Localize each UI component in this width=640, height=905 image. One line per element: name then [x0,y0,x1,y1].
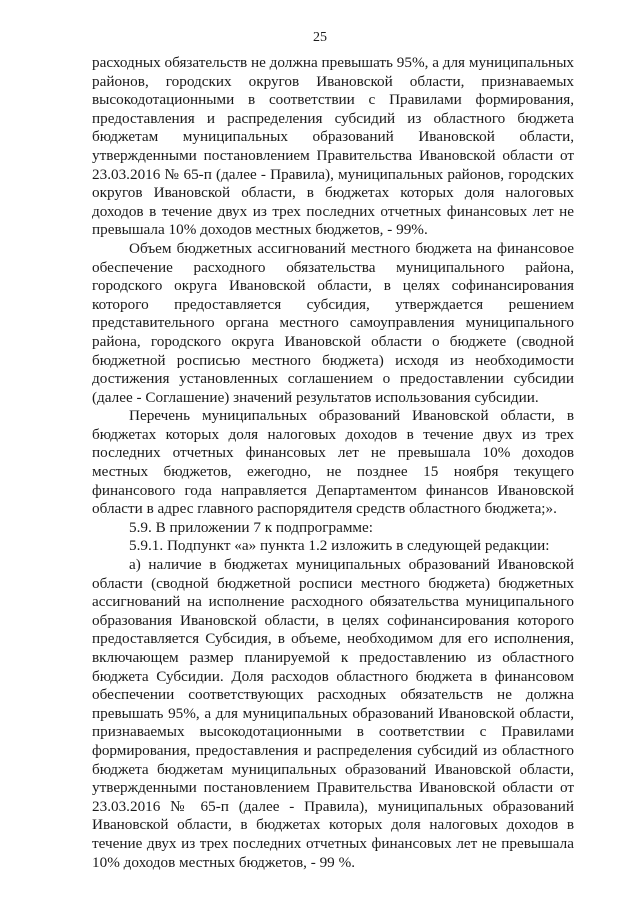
paragraph-5: 5.9.1. Подпункт «а» пункта 1.2 изложить в следующей редакции: [129,537,550,555]
body-text [92,54,574,872]
paragraph-6: а) наличие в бюджетах муниципальных образований Ивановской области (сводной бюджетной росписи местного бюджета) бюджетных ассигнований на исполнение расходного обязательства муниципального образования Ивановской области, в целях софинансирования которого предоставляется Субсидия, в объеме, необходимом для его исполнения, включающем размер планируемой к предоставлению из областного бюджета Субсидии. Доля расходов областного бюджета в финансовом обеспечении соответствующих расходных обязательств не должна превышать 95%, а для муниципальных образований Ивановской области, признаваемых высокодотационными в соответствии с Правилами формирования, предоставления и распределения субсидий из областного бюджета бюджетам муниципальных образований Ивановской области, утвержденными постановлением Правительства Ивановской области от 23.03.2016 № 65-п (далее - Правила), муниципальных образований Ивановской области, в бюджетах которых доля налоговых доходов в течение двух из трех последних отчетных финансовых лет не превышала 10% доходов местных бюджетов, - 99 %. [92,556,574,871]
paragraph-1: расходных обязательств не должна превышать 95%, а для муниципальных районов, городских округов Ивановской области, признаваемых высокодотационными в соответствии с Правилами формирования, предоставления и распределения субсидий из областного бюджета бюджетам муниципальных образований Ивановской области, утвержденными постановлением Правительства Ивановской области от 23.03.2016 № 65-п (далее - Правила), муниципальных районов, городских округов Ивановской области, в бюджетах которых доля налоговых доходов в течение двух из трех последних отчетных финансовых лет не превышала 10% доходов местных бюджетов, - 99%. [92,54,574,239]
page-number: 25 [313,30,327,45]
paragraph-2: Объем бюджетных ассигнований местного бюджета на финансовое обеспечение расходного обязательства муниципального района, городского округа Ивановской области, в целях софинансирования которого предоставляется субсидия, утверждается решением представительного органа местного самоуправления муниципального района, городского округа Ивановской области о бюджете (сводной бюджетной росписью местного бюджета) исходя из необходимости достижения установленных соглашением о предоставлении субсидии (далее - Соглашение) значений результатов использования субсидии. [92,239,574,406]
paragraph-4: 5.9. В приложении 7 к подпрограмме: [129,518,374,536]
paragraph-3: Перечень муниципальных образований Ивановской области, в бюджетах которых доля налоговых доходов в течение двух из трех последних отчетных финансовых лет не превышала 10% доходов местных бюджетов, ежегодно, не позднее 15 ноября текущего финансового года направляется Департаментом финансов Ивановской области в адрес главного распорядителя средств областного бюджета;». [92,407,574,518]
